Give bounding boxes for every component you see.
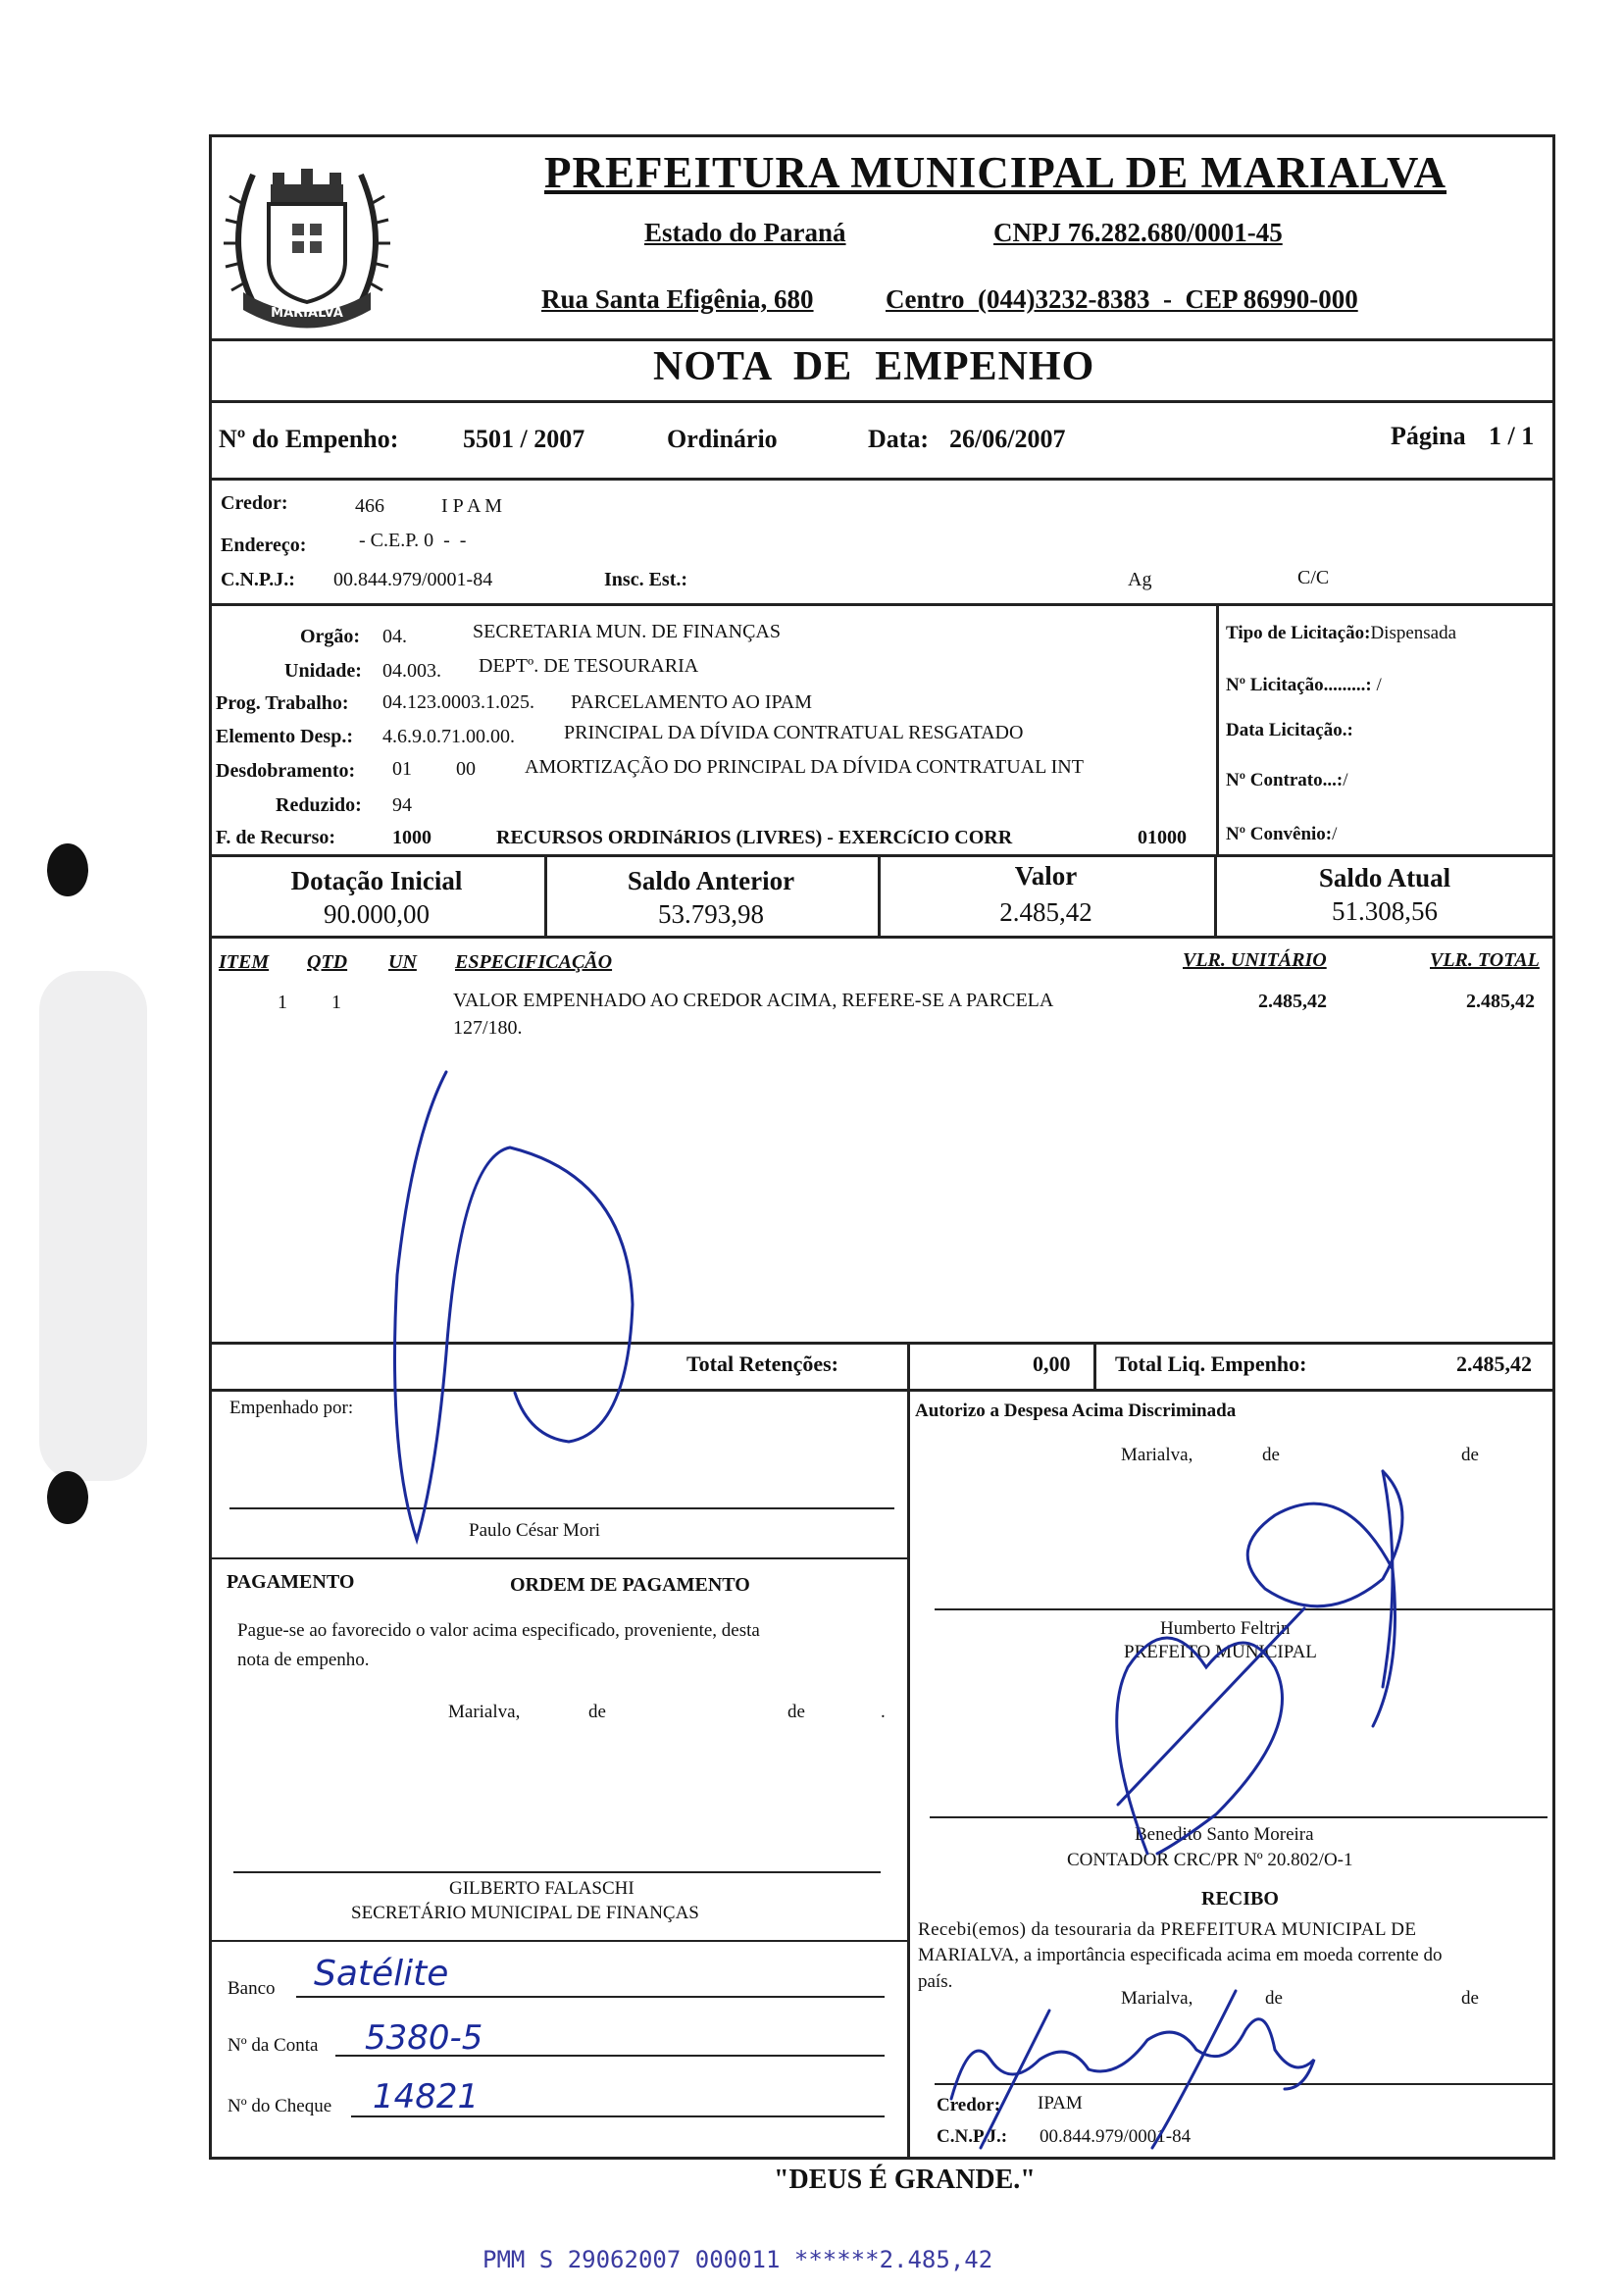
col-item: ITEM bbox=[219, 951, 270, 973]
table-row-qtd: 1 bbox=[331, 992, 341, 1013]
signature-recibo bbox=[951, 2019, 1314, 2099]
contador-title: CONTADOR CRC/PR Nº 20.802/O-1 bbox=[1067, 1850, 1353, 1870]
table-row-spec: VALOR EMPENHADO AO CREDOR ACIMA, REFERE-SE A PARCELA bbox=[453, 990, 1054, 1011]
banco-value: Satélite bbox=[314, 1954, 449, 1994]
saldo-atual-value: 51.308,56 bbox=[1332, 896, 1438, 926]
empenho-number-label: Nº do Empenho: bbox=[219, 425, 399, 453]
col-vlr-total: VLR. TOTAL bbox=[1430, 949, 1540, 971]
elemento-code: 4.6.9.0.71.00.00. bbox=[382, 726, 515, 747]
ag-label: Ag bbox=[1128, 569, 1152, 590]
saldo-anterior-value: 53.793,98 bbox=[658, 899, 764, 929]
credor-cnpj-label: C.N.P.J.: bbox=[221, 569, 295, 590]
total-retencoes-value: 0,00 bbox=[1033, 1351, 1071, 1376]
unidade-code: 04.003. bbox=[382, 660, 441, 682]
prog-trabalho-code: 04.123.0003.1.025. bbox=[382, 691, 534, 713]
credor-name: I P A M bbox=[441, 495, 503, 517]
prog-trabalho-label: Prog. Trabalho: bbox=[216, 692, 349, 714]
recibo-cnpj: 00.844.979/0001-84 bbox=[1040, 2126, 1192, 2147]
col-un: UN bbox=[388, 951, 417, 973]
pagamento-de1: de bbox=[588, 1702, 606, 1722]
numero-contrato-label: Nº Contrato...: bbox=[1226, 770, 1344, 790]
ordem-pagamento-label: ORDEM DE PAGAMENTO bbox=[510, 1574, 750, 1596]
recurso-code: 1000 bbox=[392, 827, 431, 848]
desdobramento-code2: 00 bbox=[456, 758, 476, 780]
document-title: NOTA DE EMPENHO bbox=[653, 344, 1095, 389]
recurso-code2: 01000 bbox=[1138, 827, 1187, 848]
org-address: Rua Santa Efigênia, 680 bbox=[541, 284, 814, 314]
data-licitacao-label: Data Licitação.: bbox=[1226, 720, 1353, 740]
saldo-atual-label: Saldo Atual bbox=[1318, 863, 1451, 892]
numero-convenio-label: Nº Convênio: bbox=[1226, 824, 1333, 844]
recibo-credor: IPAM bbox=[1038, 2093, 1083, 2114]
reduzido-label: Reduzido: bbox=[276, 794, 362, 816]
desdobramento-label: Desdobramento: bbox=[216, 760, 356, 782]
cheque-value: 14821 bbox=[373, 2077, 480, 2116]
valor-value: 2.485,42 bbox=[999, 897, 1092, 927]
pagamento-label: PAGAMENTO bbox=[227, 1571, 355, 1593]
pagamento-de2: de bbox=[787, 1702, 805, 1722]
prefeito-name: Humberto Feltrin bbox=[1160, 1618, 1291, 1639]
tipo-licitacao-label: Tipo de Licitação: bbox=[1226, 623, 1371, 643]
recibo-credor-label: Credor: bbox=[937, 2095, 1001, 2115]
secretario-title: SECRETÁRIO MUNICIPAL DE FINANÇAS bbox=[351, 1903, 699, 1923]
autorizo-label: Autorizo a Despesa Acima Discriminada bbox=[915, 1401, 1237, 1421]
banco-label: Banco bbox=[228, 1978, 276, 1999]
elemento-name: PRINCIPAL DA DÍVIDA CONTRATUAL RESGATADO bbox=[564, 722, 1024, 743]
total-liq-value: 2.485,42 bbox=[1456, 1351, 1532, 1376]
contador-name: Benedito Santo Moreira bbox=[1135, 1824, 1314, 1845]
page-number: 1 / 1 bbox=[1489, 422, 1535, 450]
org-contact: Centro (044)3232-8383 - CEP 86990-000 bbox=[886, 284, 1358, 314]
svg-text:MARIALVA: MARIALVA bbox=[271, 306, 343, 321]
reduzido-value: 94 bbox=[392, 794, 412, 816]
orgao-label: Orgão: bbox=[300, 626, 361, 647]
pagamento-city: Marialva, bbox=[448, 1702, 521, 1722]
tipo-licitacao-value: Dispensada bbox=[1370, 623, 1457, 643]
recibo-de1: de bbox=[1265, 1988, 1283, 2009]
payment-stamp: PMM S 29062007 000011 ******2.485,42 bbox=[482, 2246, 993, 2273]
orgao-code: 04. bbox=[382, 626, 407, 647]
credor-cnpj: 00.844.979/0001-84 bbox=[333, 569, 493, 590]
recibo-text-end: país. bbox=[918, 1971, 953, 1992]
empenhado-por-label: Empenhado por: bbox=[229, 1398, 354, 1418]
col-qtd: QTD bbox=[307, 951, 348, 973]
empenho-number: 5501 / 2007 bbox=[463, 425, 585, 453]
numero-licitacao-label: Nº Licitação.........: bbox=[1226, 675, 1372, 695]
col-especificacao: ESPECIFICAÇÃO bbox=[455, 951, 613, 973]
recibo-text: Recebi(emos) da tesouraria da PREFEITURA MUNICIPAL DE bbox=[918, 1919, 1417, 1940]
credor-code: 466 bbox=[355, 495, 384, 517]
table-row-spec-cont: 127/180. bbox=[453, 1017, 523, 1039]
cc-label: C/C bbox=[1297, 567, 1330, 588]
credor-label: Credor: bbox=[221, 492, 288, 514]
recurso-label: F. de Recurso: bbox=[216, 827, 336, 848]
total-liq-label: Total Liq. Empenho: bbox=[1115, 1351, 1307, 1376]
col-vlr-unitario: VLR. UNITÁRIO bbox=[1183, 949, 1327, 971]
recibo-text-cont: MARIALVA, a importância especificada acima em moeda corrente do bbox=[918, 1945, 1443, 1965]
conta-label: Nº da Conta bbox=[228, 2035, 319, 2056]
autorizo-de1: de bbox=[1262, 1445, 1280, 1465]
unidade-name: DEPTº. DE TESOURARIA bbox=[479, 655, 699, 677]
numero-licitacao-value: / bbox=[1376, 675, 1382, 695]
conta-value: 5380-5 bbox=[365, 2018, 483, 2058]
org-cnpj: CNPJ 76.282.680/0001-45 bbox=[993, 218, 1283, 247]
signature-empenhado bbox=[395, 1072, 634, 1540]
total-retencoes-label: Total Retenções: bbox=[686, 1351, 838, 1376]
recibo-cnpj-label: C.N.P.J.: bbox=[937, 2126, 1008, 2147]
numero-convenio-value: / bbox=[1332, 824, 1338, 844]
desdobramento-name: AMORTIZAÇÃO DO PRINCIPAL DA DÍVIDA CONTRATUAL INT bbox=[525, 756, 1084, 778]
recibo-city: Marialva, bbox=[1121, 1988, 1193, 2009]
empenho-type: Ordinário bbox=[667, 425, 778, 453]
autorizo-city: Marialva, bbox=[1121, 1445, 1193, 1465]
dotacao-inicial-label: Dotação Inicial bbox=[290, 866, 463, 895]
dotacao-inicial-value: 90.000,00 bbox=[324, 899, 430, 929]
table-row-item: 1 bbox=[278, 992, 287, 1013]
page-label: Página bbox=[1391, 422, 1466, 450]
table-row-unit: 2.485,42 bbox=[1258, 991, 1327, 1012]
empenhado-por-name: Paulo César Mori bbox=[469, 1520, 601, 1541]
signature-contador bbox=[1117, 1638, 1283, 1854]
signature-prefeito bbox=[1247, 1471, 1402, 1726]
pagamento-text-cont: nota de empenho. bbox=[237, 1650, 370, 1670]
saldo-anterior-label: Saldo Anterior bbox=[627, 866, 795, 895]
empenho-date: 26/06/2007 bbox=[949, 425, 1066, 453]
pagamento-dot: . bbox=[881, 1702, 886, 1722]
valor-label: Valor bbox=[1014, 861, 1078, 891]
table-row-total: 2.485,42 bbox=[1466, 991, 1535, 1012]
prog-trabalho-name: PARCELAMENTO AO IPAM bbox=[571, 691, 812, 713]
org-name: PREFEITURA MUNICIPAL DE MARIALVA bbox=[544, 148, 1447, 197]
desdobramento-code1: 01 bbox=[392, 758, 412, 780]
pagamento-text: Pague-se ao favorecido o valor acima especificado, proveniente, desta bbox=[237, 1620, 760, 1641]
orgao-name: SECRETARIA MUN. DE FINANÇAS bbox=[473, 621, 781, 642]
unidade-label: Unidade: bbox=[284, 660, 362, 682]
recibo-de2: de bbox=[1461, 1988, 1479, 2009]
elemento-label: Elemento Desp.: bbox=[216, 726, 353, 747]
numero-contrato-value: / bbox=[1343, 770, 1348, 790]
endereco-label: Endereço: bbox=[221, 535, 307, 556]
endereco-value: - C.E.P. 0 - - bbox=[359, 530, 467, 551]
prefeito-title: PREFEITO MUNICIPAL bbox=[1124, 1642, 1317, 1662]
secretario-name: GILBERTO FALASCHI bbox=[449, 1878, 634, 1899]
empenho-date-label: Data: bbox=[868, 425, 930, 453]
footer-motto: "DEUS É GRANDE." bbox=[774, 2165, 1036, 2195]
insc-est-label: Insc. Est.: bbox=[604, 569, 688, 590]
cheque-label: Nº do Cheque bbox=[228, 2096, 332, 2116]
recurso-name: RECURSOS ORDINáRIOS (LIVRES) - EXERCíCIO CORR bbox=[496, 827, 1013, 848]
autorizo-de2: de bbox=[1461, 1445, 1479, 1465]
state-name: Estado do Paraná bbox=[644, 218, 846, 247]
recibo-label: RECIBO bbox=[1201, 1888, 1279, 1910]
